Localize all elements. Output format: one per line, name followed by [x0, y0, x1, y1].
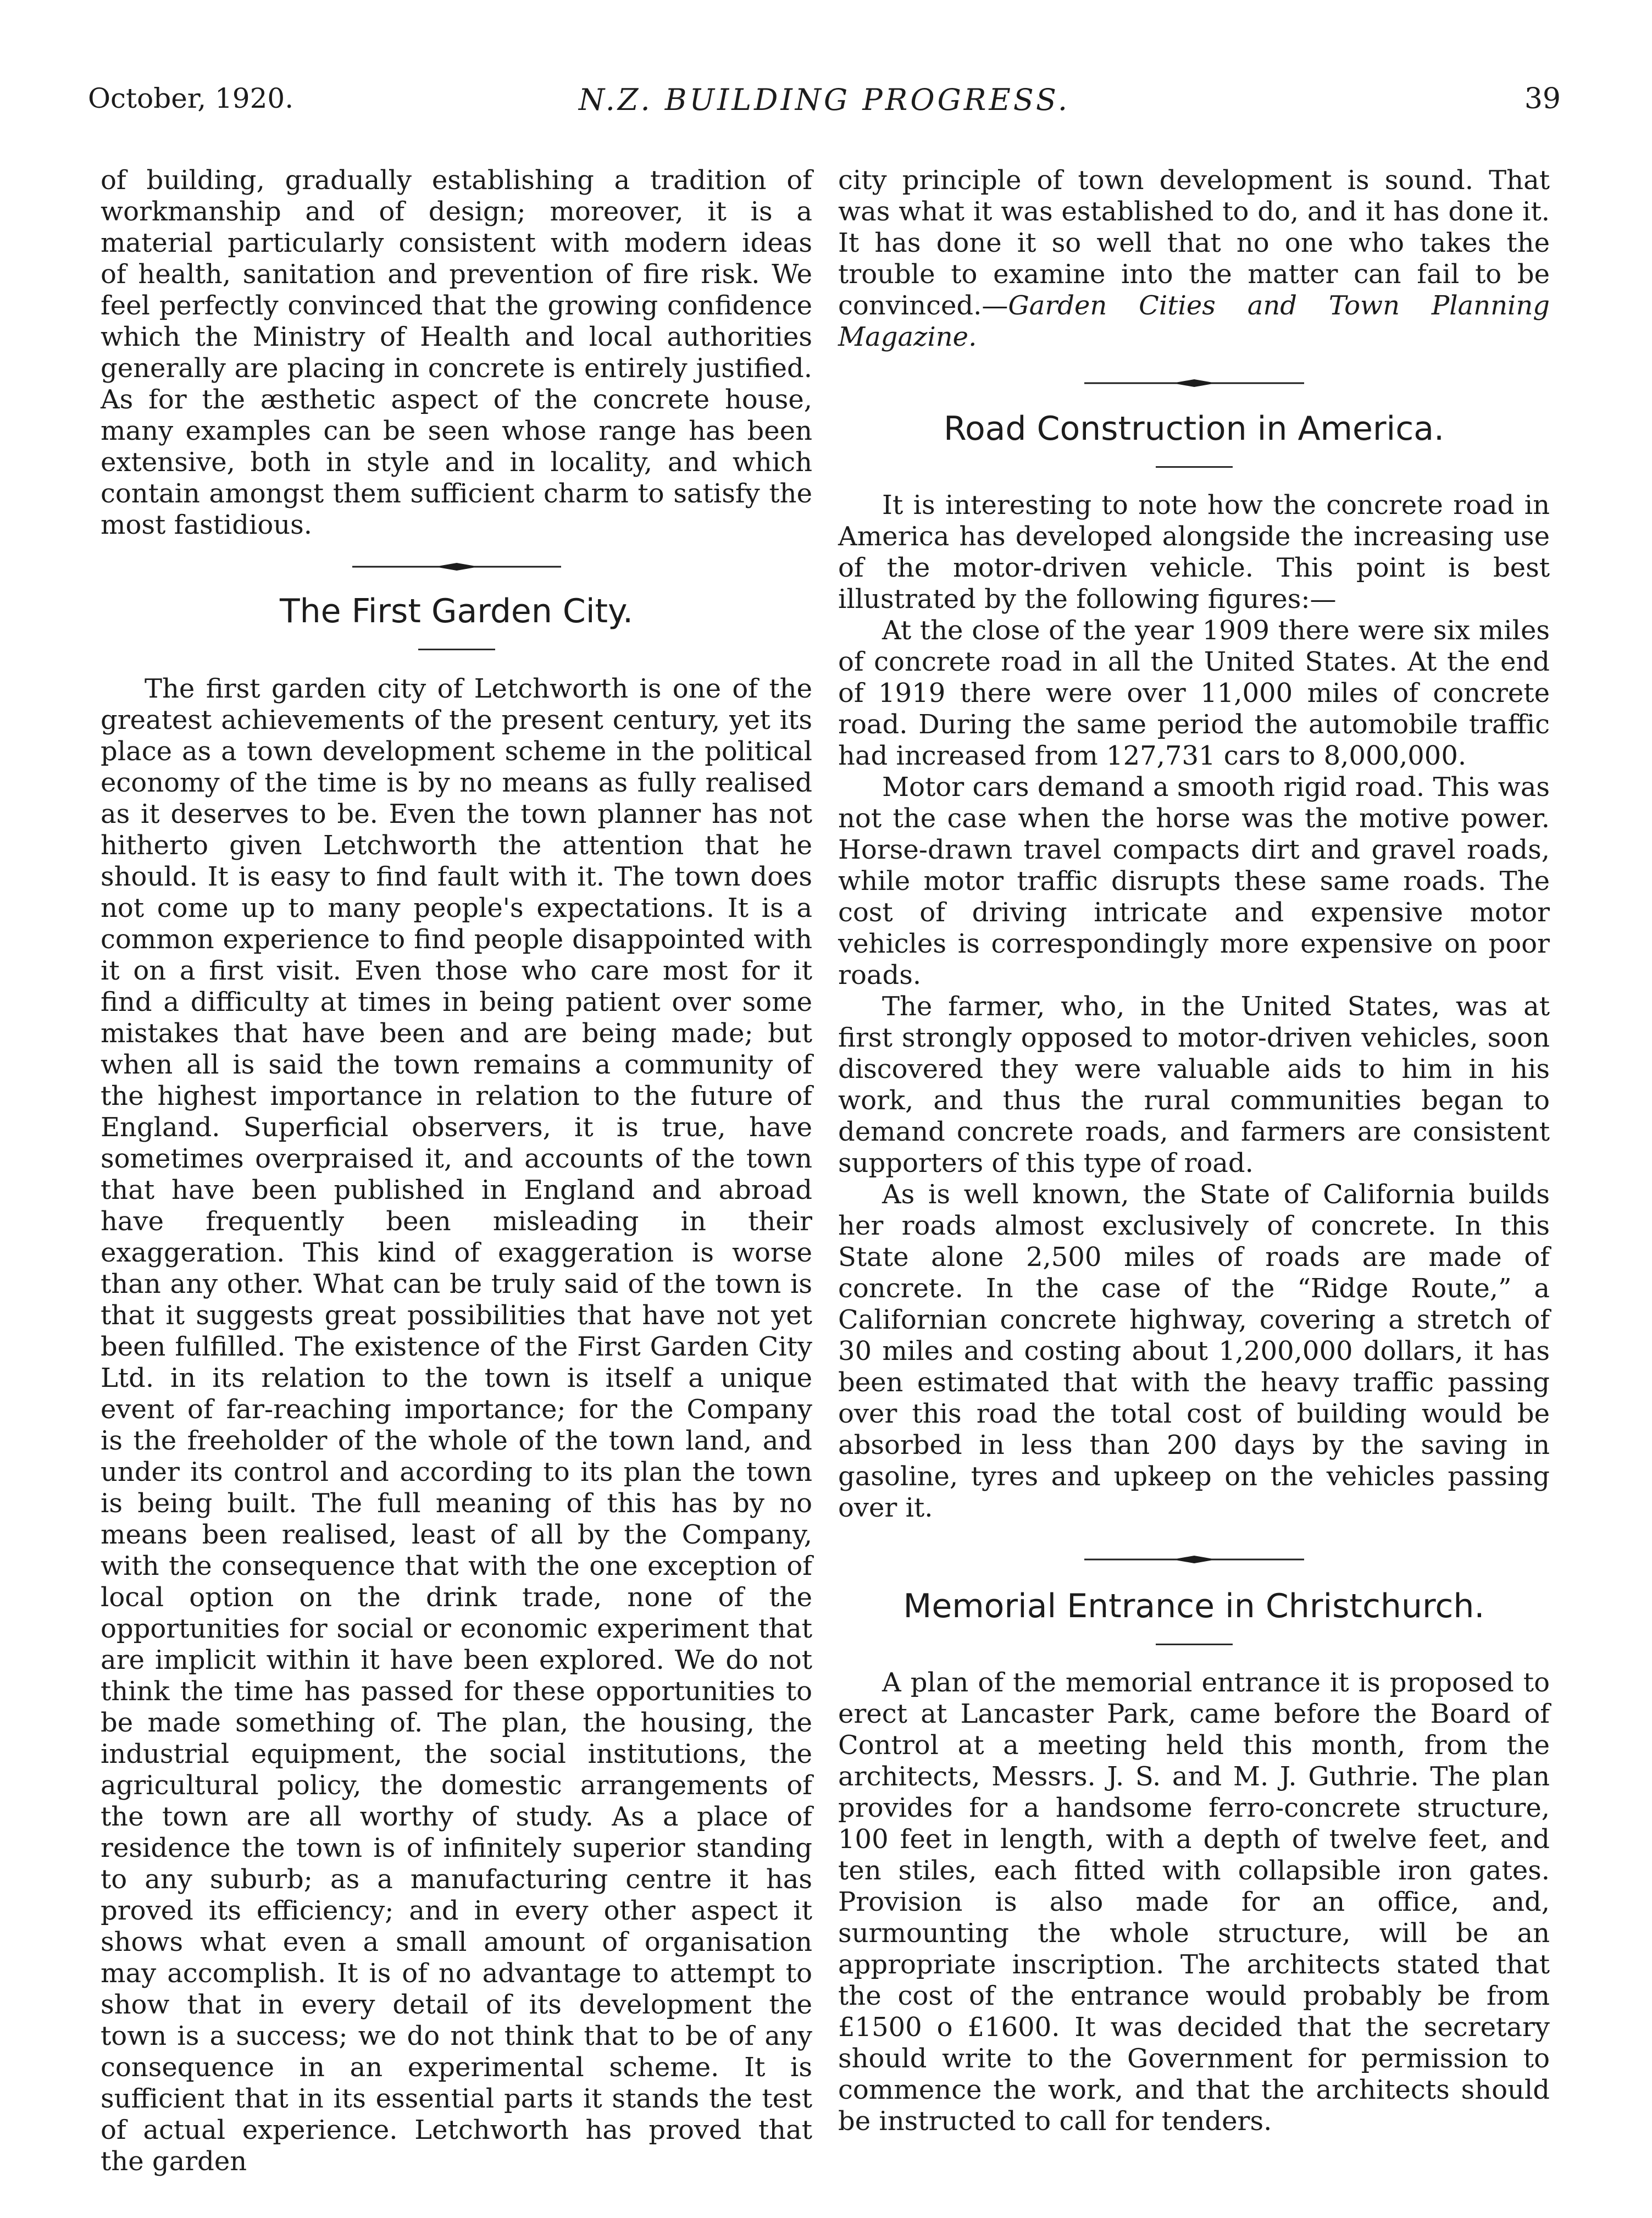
section-divider-ornament — [1084, 375, 1304, 391]
section-divider-ornament — [1084, 1551, 1304, 1568]
road-paragraph: The farmer, who, in the United States, was at first strongly opposed to motor-driven vehicles, soon discovered they were valuable aids to him in his work, and thus the rural communities began to demand concrete roads, and farmers are consistent supporters of this type of road. — [838, 991, 1550, 1179]
section-divider-ornament — [352, 558, 561, 575]
title-underline — [1156, 466, 1233, 468]
source-citation: Garden Cities and Town Planning Magazine. — [838, 290, 1550, 352]
journal-title: N.Z. BUILDING PROGRESS. — [578, 82, 1071, 117]
article-body-garden-city: The first garden city of Letchworth is one of the greatest achievements of the present century, yet its place as a town development scheme in the political economy of the time is by no means as fully realised as it deserves to be. Even the town planner has not hitherto given Letchworth the attention that he should. It is easy to find fault with it. The town does not come up to many people's expectations. It is a common experience to find people disappointed with it on a first visit. Even those who care most for it find a difficulty at times in being patient over some mistakes that have been and are being made; but when all is said the town remains a community of the highest importance in relation to the future of England. Superficial observers, it is true, have sometimes overpraised it, and accounts of the town that have been published in England and abroad have frequently been misleading in their exaggeration. This kind of exaggeration is worse than any other. What can be truly said of the town is that it suggests great possibilities that have not yet been fulfilled. The existence of the First Garden City Ltd. in its relation to the town is itself a unique event of far-reaching importance; for the Company is the freeholder of the whole of the town land, and under its control and according to its plan the town is being built. The full meaning of this has by no means been realised, least of all by the Company, with the consequence that with the one exception of local option on the drink trade, none of the opportunities for social or economic experiment that are implicit within it have been explored. We do not think the time has passed for these opportunities to be made something of. The plan, the housing, the industrial equipment, the social institutions, the agricultural policy, the domestic arrangements of the town are all worthy of study. As a place of residence the town is of infinitely superior standing to any suburb; as a manufacturing centre it has proved its efficiency; and in every other aspect it shows what even a small amount of organisation may accomplish. It is of no advantage to attempt to show that in every detail of its development the town is a success; we do not think that to be of any consequence in an experimental scheme. It is sufficient that in its essential parts it stands the test of actual experience. Letchworth has proved that the garden — [101, 673, 812, 2177]
continued-text: city principle of town development is sound. That was what it was established to do, and it has done it. It has done it so well that no one who takes the trouble to examine into the matter can fail to be convinced.— — [838, 165, 1550, 321]
road-paragraph: It is interesting to note how the concrete road in America has developed alongside the increasing use of the motor-driven vehicle. This point is best illustrated by the following figures:— — [838, 490, 1550, 615]
article-title-road-construction: Road Construction in America. — [943, 410, 1445, 448]
road-paragraph: Motor cars demand a smooth rigid road. This was not the case when the horse was the motive power. Horse-drawn travel compacts dirt and gravel roads, while motor traffic disrupts these same roads. The cost of driving intricate and expensive motor vehicles is correspondingly more expensive on poor roads. — [838, 772, 1550, 991]
continued-paragraph — [838, 165, 1550, 353]
issue-date: October, 1920. — [88, 82, 294, 114]
right-column — [838, 165, 1550, 2137]
continued-paragraph: of building, gradually establishing a tradition of workmanship and of design; moreover, it is a material particularly consistent with modern ideas of health, sanitation and prevention of fire risk. We feel perfectly convinced that the growing confidence which the Ministry of Health and local authorities generally are placing in concrete is entirely justified. As for the æsthetic aspect of the concrete house, many examples can be seen whose range has been extensive, both in style and in locality, and which contain amongst them sufficient charm to satisfy the most fastidious. — [101, 165, 812, 540]
running-header — [88, 82, 1561, 132]
road-paragraph: At the close of the year 1909 there were six miles of concrete road in all the United States. At the end of 1919 there were over 11,000 miles of concrete road. During the same period the automobile traffic had increased from 127,731 cars to 8,000,000. — [838, 615, 1550, 771]
article-title-memorial-entrance: Memorial Entrance in Christchurch. — [903, 1587, 1485, 1625]
page-number: 39 — [1524, 82, 1561, 115]
road-paragraph: As is well known, the State of California builds her roads almost exclusively of concrete. In this State alone 2,500 miles of roads are made of concrete. In the case of the “Ridge Route,” a Californian concrete highway, covering a stretch of 30 miles and costing about 1,200,000 dollars, it has been estimated that with the heavy traffic passing over this road the total cost of building would be absorbed in less than 200 days by the saving in gasoline, tyres and upkeep on the vehicles passing over it. — [838, 1179, 1550, 1523]
title-underline — [418, 649, 495, 650]
left-column — [101, 165, 812, 2177]
article-body-memorial-entrance: A plan of the memorial entrance it is proposed to erect at Lancaster Park, came before the Board of Control at a meeting held this month, from the architects, Messrs. J. S. and M. J. Guthrie. The plan provides for a handsome ferro-concrete structure, 100 feet in length, with a depth of twelve feet, and ten stiles, each fitted with collapsible iron gates. Provision is also made for an office, and, surmounting the whole structure, will be an appropriate inscription. The architects stated that the cost of the entrance would probably be from £1500 o £1600. It was decided that the secretary should write to the Government for permission to commence the work, and that the architects should be instructed to call for tenders. — [838, 1667, 1550, 2137]
article-title-garden-city: The First Garden City. — [279, 592, 634, 630]
title-underline — [1156, 1644, 1233, 1645]
